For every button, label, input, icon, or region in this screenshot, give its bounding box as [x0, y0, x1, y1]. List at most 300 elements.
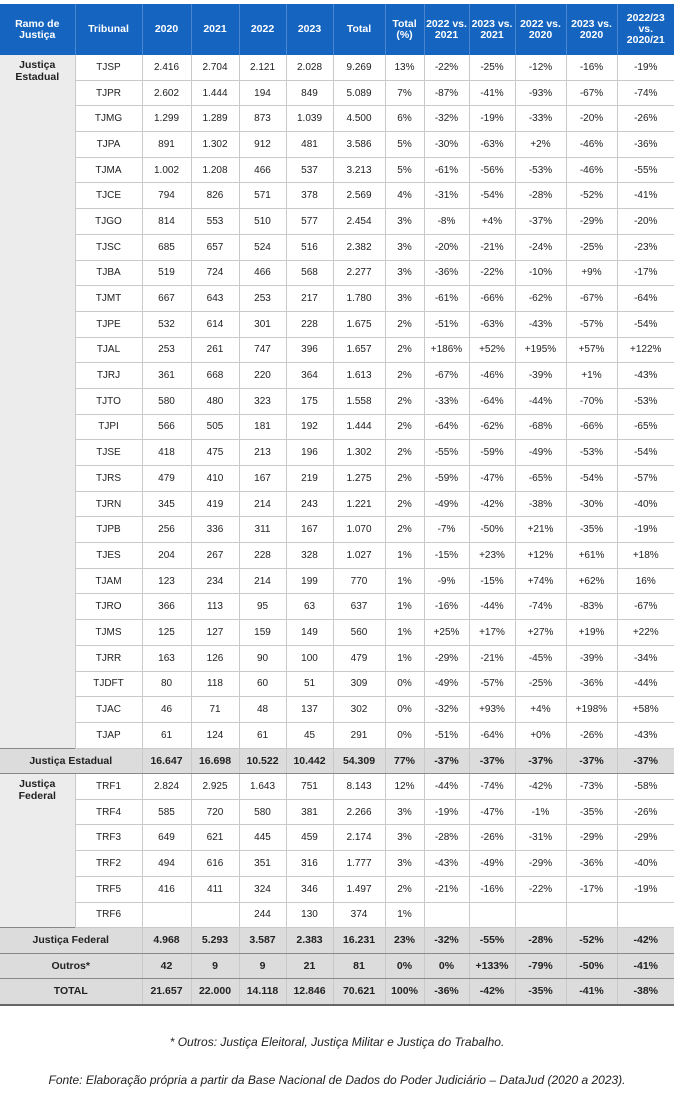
value-cell: 1.643 — [239, 774, 286, 800]
value-cell: 479 — [333, 645, 385, 671]
value-cell: 724 — [191, 260, 239, 286]
value-cell: -8% — [424, 209, 469, 235]
value-cell: 217 — [286, 286, 333, 312]
value-cell: 1% — [385, 902, 424, 928]
value-cell: -51% — [424, 311, 469, 337]
value-cell: 794 — [142, 183, 191, 209]
column-header: Total — [333, 4, 385, 55]
value-cell: +1% — [566, 363, 617, 389]
ramo-label: Justiça Federal — [0, 774, 75, 928]
value-cell: 519 — [142, 260, 191, 286]
total-row-value: 21.657 — [142, 979, 191, 1005]
table-row — [0, 106, 674, 132]
value-cell: 3.586 — [333, 132, 385, 158]
total-row-value: -41% — [566, 979, 617, 1005]
value-cell: 3.213 — [333, 157, 385, 183]
outros-row-label: Outros* — [0, 953, 142, 979]
value-cell: 2.174 — [333, 825, 385, 851]
value-cell: 163 — [142, 645, 191, 671]
value-cell: -59% — [424, 466, 469, 492]
value-cell: 196 — [286, 440, 333, 466]
value-cell: 364 — [286, 363, 333, 389]
value-cell: 2% — [385, 414, 424, 440]
outros-row-value: 21 — [286, 953, 333, 979]
value-cell: -41% — [469, 80, 515, 106]
value-cell: -19% — [617, 55, 674, 80]
value-cell: 336 — [191, 517, 239, 543]
value-cell: 6% — [385, 106, 424, 132]
value-cell: -49% — [515, 440, 566, 466]
value-cell: -39% — [515, 363, 566, 389]
value-cell: -44% — [515, 388, 566, 414]
value-cell: 1.777 — [333, 851, 385, 877]
value-cell: 63 — [286, 594, 333, 620]
value-cell: 416 — [142, 876, 191, 902]
table-row — [0, 209, 674, 235]
subtotal-value: 16.698 — [191, 748, 239, 774]
table-row — [0, 568, 674, 594]
table-row — [0, 388, 674, 414]
subtotal-row — [0, 748, 674, 774]
value-cell: 220 — [239, 363, 286, 389]
value-cell: 3% — [385, 851, 424, 877]
value-cell: -47% — [469, 466, 515, 492]
table-row — [0, 363, 674, 389]
footnote: * Outros: Justiça Eleitoral, Justiça Militar e Justiça do Trabalho. — [169, 1035, 505, 1049]
value-cell: 204 — [142, 543, 191, 569]
value-cell: -21% — [469, 645, 515, 671]
value-cell: 418 — [142, 440, 191, 466]
value-cell: -54% — [617, 440, 674, 466]
value-cell: 2% — [385, 517, 424, 543]
value-cell: -43% — [515, 311, 566, 337]
value-cell: 256 — [142, 517, 191, 543]
value-cell: 244 — [239, 902, 286, 928]
value-cell: -49% — [424, 671, 469, 697]
subtotal-value: -37% — [469, 748, 515, 774]
table-row — [0, 851, 674, 877]
value-cell: 118 — [191, 671, 239, 697]
value-cell: +58% — [617, 697, 674, 723]
value-cell: 3% — [385, 209, 424, 235]
value-cell: 2% — [385, 363, 424, 389]
value-cell: 643 — [191, 286, 239, 312]
value-cell: -12% — [515, 55, 566, 80]
subtotal-value: 16.647 — [142, 748, 191, 774]
value-cell: 770 — [333, 568, 385, 594]
value-cell: -37% — [515, 209, 566, 235]
value-cell: -30% — [424, 132, 469, 158]
tribunal-cell: TJCE — [75, 183, 142, 209]
value-cell: -15% — [424, 543, 469, 569]
value-cell: 8.143 — [333, 774, 385, 800]
value-cell: 328 — [286, 543, 333, 569]
value-cell: 1.444 — [333, 414, 385, 440]
value-cell: 2% — [385, 440, 424, 466]
value-cell: -66% — [566, 414, 617, 440]
value-cell: 2.602 — [142, 80, 191, 106]
value-cell: 577 — [286, 209, 333, 235]
column-header: 2022/23 vs. 2020/21 — [617, 4, 674, 55]
tribunal-cell: TJAL — [75, 337, 142, 363]
subtotal-value: -37% — [515, 748, 566, 774]
value-cell: +4% — [469, 209, 515, 235]
value-cell: 1.208 — [191, 157, 239, 183]
value-cell: 0% — [385, 722, 424, 748]
value-cell: -64% — [469, 722, 515, 748]
outros-row — [0, 953, 674, 979]
outros-row-value: 0% — [424, 953, 469, 979]
value-cell: 2.277 — [333, 260, 385, 286]
value-cell: 214 — [239, 568, 286, 594]
tribunal-cell: TJMT — [75, 286, 142, 312]
column-header: 2022 vs. 2020 — [515, 4, 566, 55]
value-cell: +21% — [515, 517, 566, 543]
value-cell: -20% — [424, 234, 469, 260]
column-header: 2022 vs. 2021 — [424, 4, 469, 55]
subtotal-value: -37% — [566, 748, 617, 774]
total-row — [0, 979, 674, 1005]
source-note: Fonte: Elaboração própria a partir da Base Nacional de Dados do Poder Judiciário – DataJud (2020 a 2023). — [48, 1073, 626, 1087]
tribunal-cell: TRF3 — [75, 825, 142, 851]
value-cell: 48 — [239, 697, 286, 723]
table-row — [0, 671, 674, 697]
value-cell: -38% — [515, 491, 566, 517]
value-cell: 532 — [142, 311, 191, 337]
value-cell: +4% — [515, 697, 566, 723]
value-cell: 51 — [286, 671, 333, 697]
value-cell: -74% — [469, 774, 515, 800]
value-cell: +62% — [566, 568, 617, 594]
table-row — [0, 774, 674, 800]
value-cell: 466 — [239, 157, 286, 183]
value-cell: 411 — [191, 876, 239, 902]
table-row — [0, 337, 674, 363]
tribunal-cell: TJMA — [75, 157, 142, 183]
value-cell: -33% — [424, 388, 469, 414]
value-cell: 475 — [191, 440, 239, 466]
value-cell: +198% — [566, 697, 617, 723]
tribunal-cell: TRF5 — [75, 876, 142, 902]
value-cell: 479 — [142, 466, 191, 492]
table-row — [0, 799, 674, 825]
value-cell: 1.613 — [333, 363, 385, 389]
value-cell: 46 — [142, 697, 191, 723]
value-cell — [191, 902, 239, 928]
tribunal-cell: TJAM — [75, 568, 142, 594]
value-cell: +61% — [566, 543, 617, 569]
value-cell — [469, 902, 515, 928]
outros-row-value: 42 — [142, 953, 191, 979]
value-cell: -26% — [617, 106, 674, 132]
value-cell: 7% — [385, 80, 424, 106]
value-cell: 45 — [286, 722, 333, 748]
value-cell: 2.028 — [286, 55, 333, 80]
value-cell: -35% — [566, 517, 617, 543]
tribunal-cell: TJSE — [75, 440, 142, 466]
tribunal-cell: TJPR — [75, 80, 142, 106]
value-cell: -57% — [469, 671, 515, 697]
value-cell: 2.925 — [191, 774, 239, 800]
value-cell: -93% — [515, 80, 566, 106]
value-cell: 2% — [385, 876, 424, 902]
value-cell: +122% — [617, 337, 674, 363]
value-cell: 667 — [142, 286, 191, 312]
subtotal-label: Justiça Estadual — [0, 748, 142, 774]
value-cell: 123 — [142, 568, 191, 594]
value-cell: -32% — [424, 697, 469, 723]
table-row — [0, 132, 674, 158]
value-cell: -21% — [424, 876, 469, 902]
value-cell: +18% — [617, 543, 674, 569]
value-cell: 199 — [286, 568, 333, 594]
value-cell: 2% — [385, 466, 424, 492]
value-cell: 301 — [239, 311, 286, 337]
value-cell: -28% — [515, 183, 566, 209]
outros-row-value: -50% — [566, 953, 617, 979]
value-cell: -29% — [566, 825, 617, 851]
value-cell: 243 — [286, 491, 333, 517]
value-cell: -65% — [515, 466, 566, 492]
tribunal-cell: TJRO — [75, 594, 142, 620]
table-row — [0, 620, 674, 646]
subtotal-value: 5.293 — [191, 928, 239, 954]
total-row-value: 70.621 — [333, 979, 385, 1005]
value-cell: 1.002 — [142, 157, 191, 183]
value-cell: -56% — [469, 157, 515, 183]
value-cell: 95 — [239, 594, 286, 620]
value-cell: -87% — [424, 80, 469, 106]
value-cell: -40% — [617, 491, 674, 517]
value-cell: -17% — [566, 876, 617, 902]
value-cell: -31% — [515, 825, 566, 851]
value-cell: -22% — [424, 55, 469, 80]
value-cell: 90 — [239, 645, 286, 671]
total-row-value: -35% — [515, 979, 566, 1005]
value-cell: 125 — [142, 620, 191, 646]
table-row — [0, 876, 674, 902]
value-cell: 80 — [142, 671, 191, 697]
value-cell: 167 — [286, 517, 333, 543]
value-cell: -19% — [469, 106, 515, 132]
value-cell: 228 — [286, 311, 333, 337]
value-cell: 175 — [286, 388, 333, 414]
value-cell: 1.675 — [333, 311, 385, 337]
value-cell: -64% — [469, 388, 515, 414]
value-cell: -42% — [515, 774, 566, 800]
subtotal-value: -28% — [515, 928, 566, 954]
tribunal-cell: TJSP — [75, 55, 142, 80]
value-cell: -28% — [424, 825, 469, 851]
value-cell: 657 — [191, 234, 239, 260]
value-cell: 480 — [191, 388, 239, 414]
total-row-value: -42% — [469, 979, 515, 1005]
tribunal-cell: TRF2 — [75, 851, 142, 877]
value-cell: 213 — [239, 440, 286, 466]
ramo-label: Justiça Estadual — [0, 55, 75, 748]
value-cell: 0% — [385, 671, 424, 697]
value-cell: +12% — [515, 543, 566, 569]
value-cell: -74% — [515, 594, 566, 620]
total-row-value: 12.846 — [286, 979, 333, 1005]
value-cell: 324 — [239, 876, 286, 902]
value-cell: -41% — [617, 183, 674, 209]
column-header: 2023 — [286, 4, 333, 55]
value-cell: -43% — [617, 722, 674, 748]
value-cell: -33% — [515, 106, 566, 132]
value-cell: -32% — [424, 106, 469, 132]
total-row-value: 22.000 — [191, 979, 239, 1005]
value-cell: -15% — [469, 568, 515, 594]
value-cell: 351 — [239, 851, 286, 877]
value-cell: -55% — [424, 440, 469, 466]
tribunal-cell: TJRS — [75, 466, 142, 492]
tribunal-cell: TJPA — [75, 132, 142, 158]
value-cell: -43% — [424, 851, 469, 877]
value-cell: 374 — [333, 902, 385, 928]
value-cell: 2% — [385, 491, 424, 517]
value-cell: 410 — [191, 466, 239, 492]
value-cell: -25% — [515, 671, 566, 697]
value-cell: +25% — [424, 620, 469, 646]
value-cell: 649 — [142, 825, 191, 851]
tribunal-cell: TJPB — [75, 517, 142, 543]
value-cell: -67% — [566, 80, 617, 106]
value-cell: -36% — [424, 260, 469, 286]
table-row — [0, 722, 674, 748]
value-cell: -1% — [515, 799, 566, 825]
value-cell: -39% — [566, 645, 617, 671]
value-cell: 1.221 — [333, 491, 385, 517]
table-row — [0, 157, 674, 183]
value-cell: -61% — [424, 286, 469, 312]
table-row — [0, 645, 674, 671]
value-cell: -67% — [566, 286, 617, 312]
value-cell: 194 — [239, 80, 286, 106]
value-cell: 494 — [142, 851, 191, 877]
value-cell: 381 — [286, 799, 333, 825]
value-cell: -46% — [566, 157, 617, 183]
table-row — [0, 543, 674, 569]
value-cell: 1.558 — [333, 388, 385, 414]
value-cell: -62% — [469, 414, 515, 440]
value-cell: 16% — [617, 568, 674, 594]
table-row — [0, 466, 674, 492]
value-cell: 616 — [191, 851, 239, 877]
value-cell: 1% — [385, 543, 424, 569]
value-cell: -23% — [617, 234, 674, 260]
data-table — [0, 4, 674, 1006]
value-cell: 167 — [239, 466, 286, 492]
value-cell: 0% — [385, 697, 424, 723]
value-cell: 253 — [142, 337, 191, 363]
value-cell: -31% — [424, 183, 469, 209]
value-cell: 1.070 — [333, 517, 385, 543]
value-cell: 267 — [191, 543, 239, 569]
value-cell: 1% — [385, 620, 424, 646]
value-cell: 560 — [333, 620, 385, 646]
column-header: 2023 vs. 2021 — [469, 4, 515, 55]
value-cell: -24% — [515, 234, 566, 260]
value-cell: 637 — [333, 594, 385, 620]
value-cell: -43% — [617, 363, 674, 389]
value-cell: -26% — [469, 825, 515, 851]
value-cell: -36% — [617, 132, 674, 158]
value-cell: 668 — [191, 363, 239, 389]
value-cell: 614 — [191, 311, 239, 337]
subtotal-value: 4.968 — [142, 928, 191, 954]
value-cell: -19% — [617, 517, 674, 543]
value-cell: 1.275 — [333, 466, 385, 492]
total-row-value: 100% — [385, 979, 424, 1005]
value-cell: +93% — [469, 697, 515, 723]
value-cell — [515, 902, 566, 928]
value-cell: 1.780 — [333, 286, 385, 312]
value-cell: 2.824 — [142, 774, 191, 800]
value-cell: 891 — [142, 132, 191, 158]
tribunal-cell: TJDFT — [75, 671, 142, 697]
value-cell: -29% — [424, 645, 469, 671]
value-cell: -73% — [566, 774, 617, 800]
value-cell — [566, 902, 617, 928]
table-row — [0, 183, 674, 209]
value-cell: 214 — [239, 491, 286, 517]
tribunal-cell: TJAC — [75, 697, 142, 723]
tribunal-cell: TRF6 — [75, 902, 142, 928]
value-cell — [617, 902, 674, 928]
value-cell: 127 — [191, 620, 239, 646]
value-cell: 3% — [385, 234, 424, 260]
value-cell: -9% — [424, 568, 469, 594]
value-cell: 2% — [385, 388, 424, 414]
table-row — [0, 311, 674, 337]
value-cell: 3% — [385, 260, 424, 286]
value-cell: -44% — [424, 774, 469, 800]
column-header: Tribunal — [75, 4, 142, 55]
table-row — [0, 902, 674, 928]
tribunal-cell: TRF1 — [75, 774, 142, 800]
table-row — [0, 80, 674, 106]
value-cell: -20% — [566, 106, 617, 132]
value-cell: -65% — [617, 414, 674, 440]
tribunal-cell: TJSC — [75, 234, 142, 260]
tribunal-cell: TJMS — [75, 620, 142, 646]
table-row — [0, 697, 674, 723]
value-cell: 580 — [142, 388, 191, 414]
subtotal-value: -37% — [424, 748, 469, 774]
value-cell: 873 — [239, 106, 286, 132]
subtotal-value: -55% — [469, 928, 515, 954]
subtotal-row — [0, 928, 674, 954]
value-cell: 720 — [191, 799, 239, 825]
total-row-value: -36% — [424, 979, 469, 1005]
value-cell: 261 — [191, 337, 239, 363]
value-cell: 100 — [286, 645, 333, 671]
value-cell: +9% — [566, 260, 617, 286]
table-row — [0, 414, 674, 440]
value-cell: 61 — [142, 722, 191, 748]
value-cell: 3% — [385, 825, 424, 851]
value-cell: 1.289 — [191, 106, 239, 132]
value-cell: +27% — [515, 620, 566, 646]
total-row-value: -38% — [617, 979, 674, 1005]
subtotal-value: -37% — [617, 748, 674, 774]
value-cell: 621 — [191, 825, 239, 851]
value-cell: 1.444 — [191, 80, 239, 106]
table-row — [0, 517, 674, 543]
value-cell: -57% — [617, 466, 674, 492]
value-cell: 253 — [239, 286, 286, 312]
